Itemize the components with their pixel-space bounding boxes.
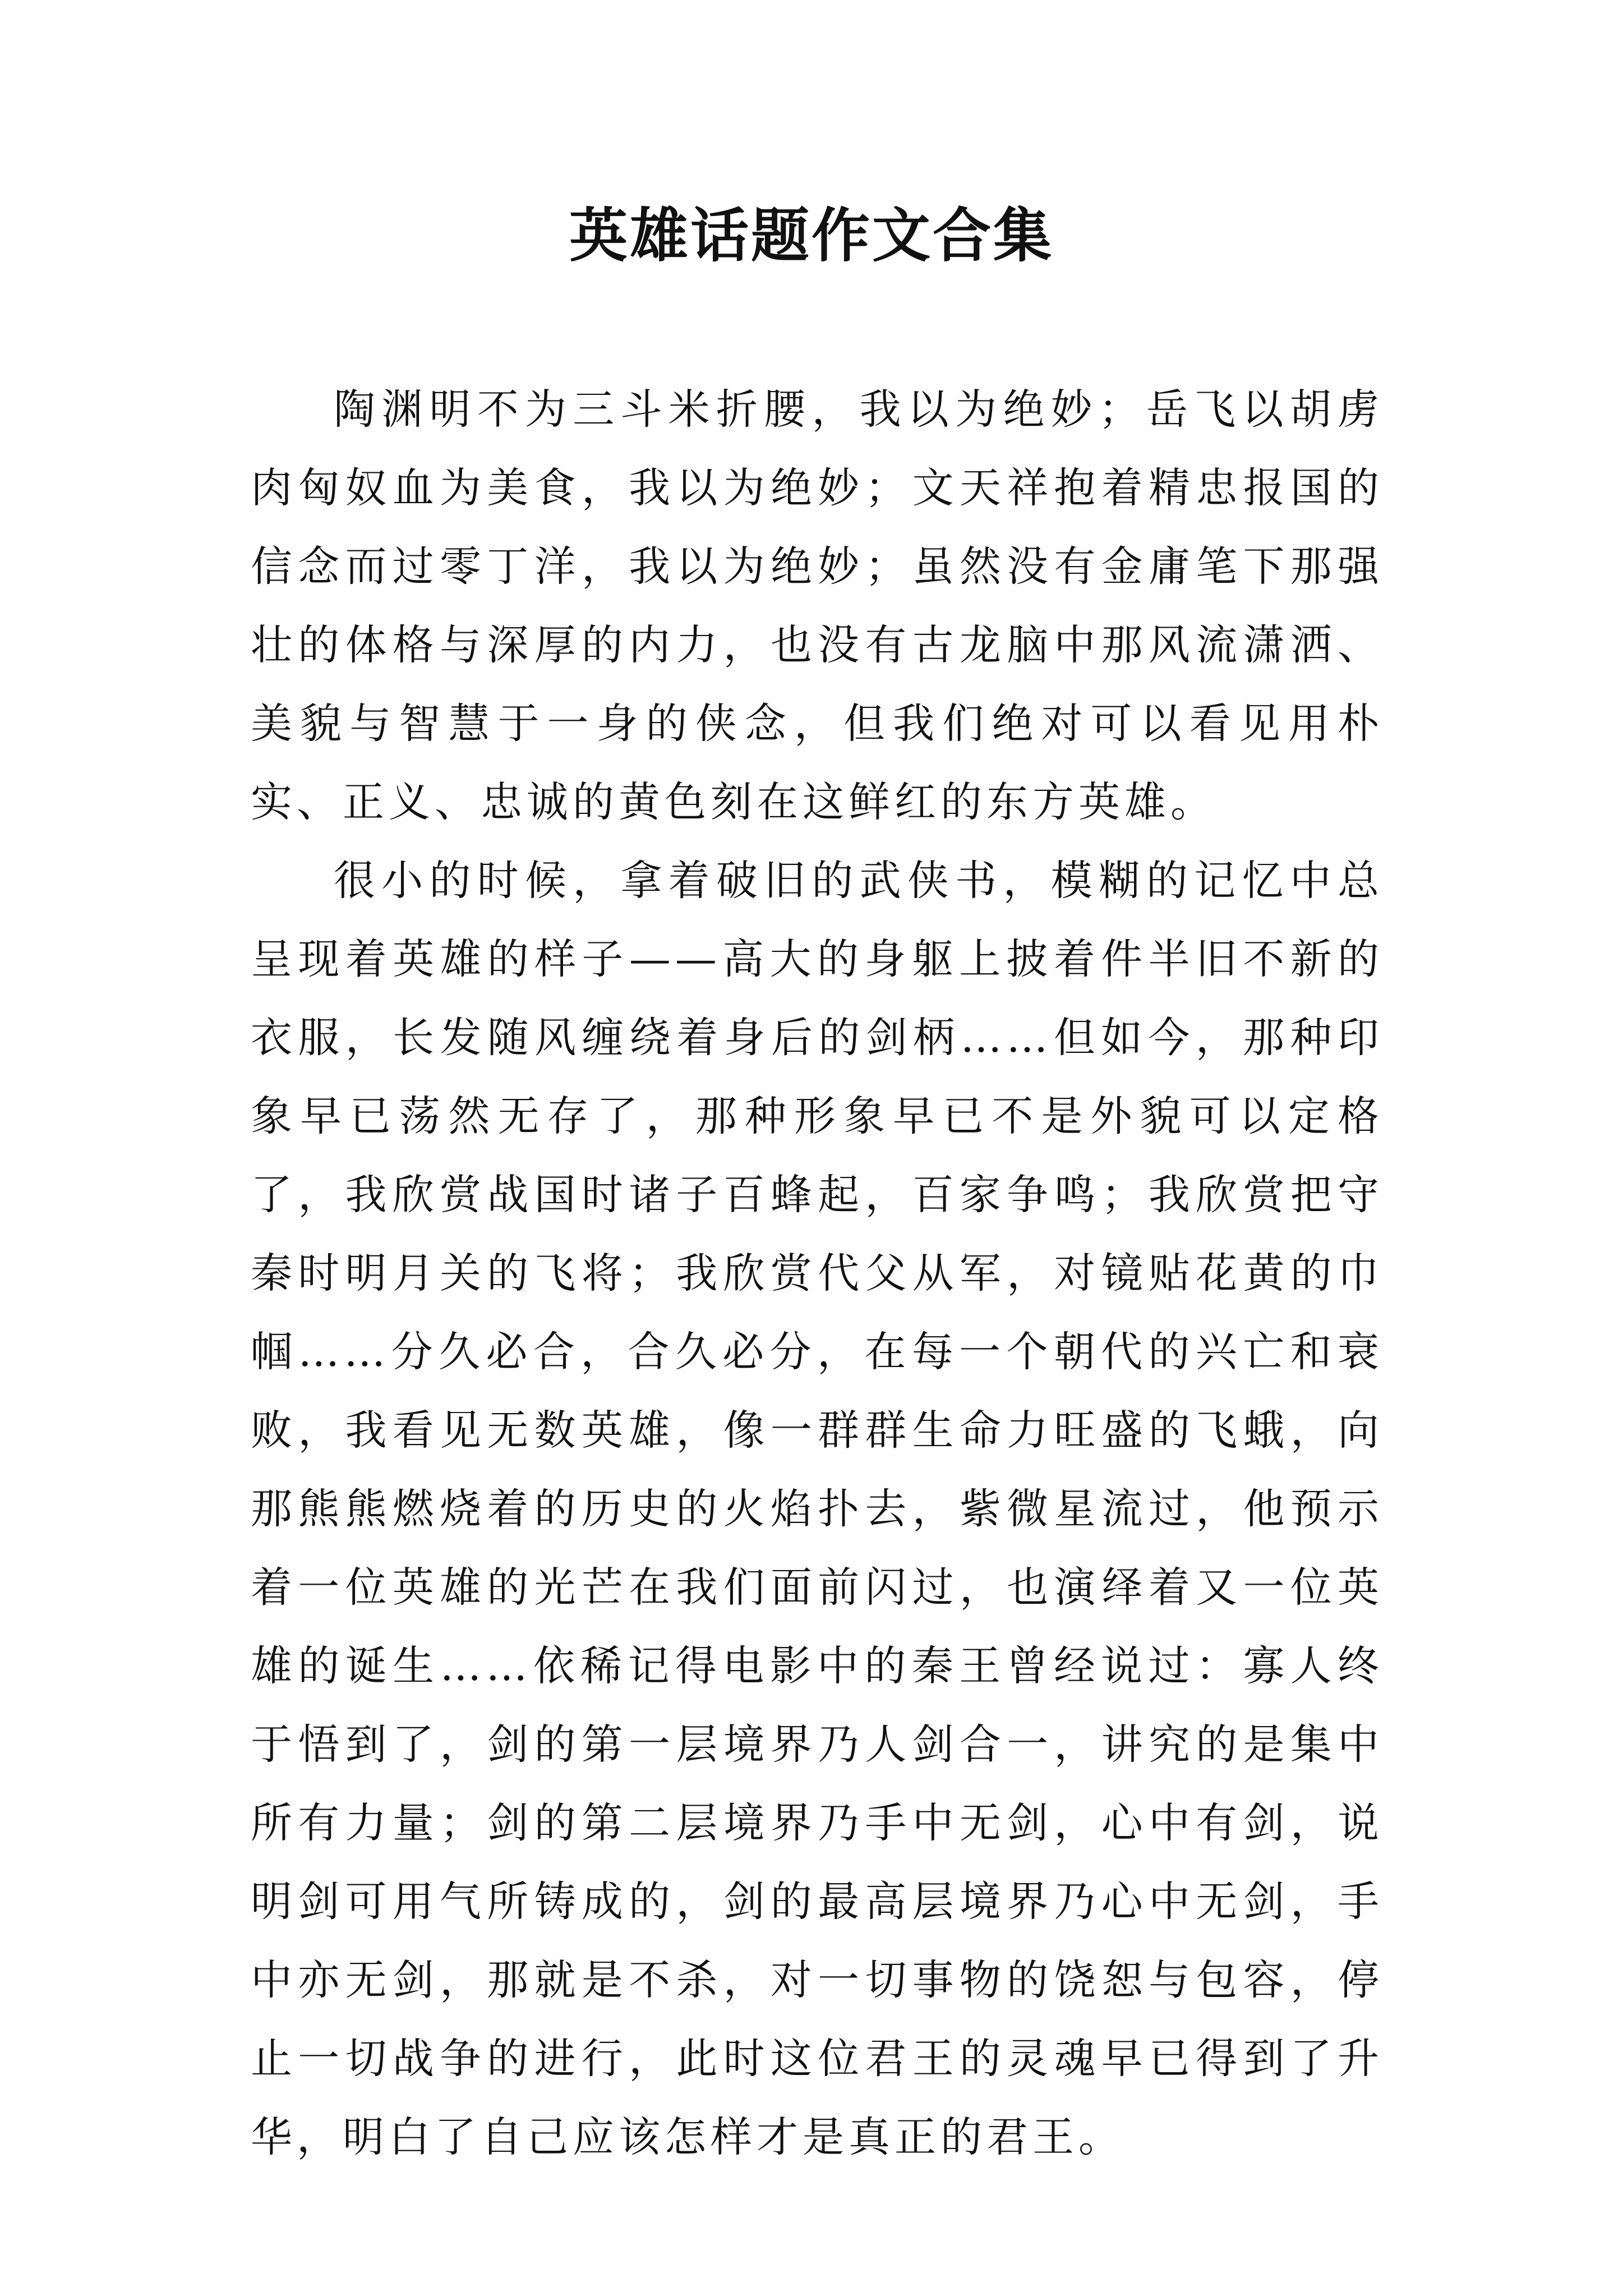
paragraph-1: 陶渊明不为三斗米折腰，我以为绝妙；岳飞以胡虏肉匈奴血为美食，我以为绝妙；文天祥抱着精忠报国的信念而过零丁洋，我以为绝妙；虽然没有金庸笔下那强壮的体格与深厚的内力，也没有古龙脑中那风流潇洒、美貌与智慧于一身的侠念，但我们绝对可以看见用朴实、正义、忠诚的黄色刻在这鲜红的东方英雄。 [251, 385, 1384, 826]
article-body [251, 370, 1384, 2177]
paragraph-2: 很小的时候，拿着破旧的武侠书，模糊的记忆中总呈现着英雄的样子——高大的身躯上披着件半旧不新的衣服，长发随风缠绕着身后的剑柄……但如今，那种印象早已荡然无存了，那种形象早已不是外貌可以定格了，我欣赏战国时诸子百蜂起，百家争鸣；我欣赏把守秦时明月关的飞将；我欣赏代父从军，对镜贴花黄的巾帼……分久必合，合久必分，在每一个朝代的兴亡和衰败，我看见无数英雄，像一群群生命力旺盛的飞蛾，向那熊熊燃烧着的历史的火焰扑去，紫微星流过，他预示着一位英雄的光芒在我们面前闪过，也演绎着又一位英雄的诞生……依稀记得电影中的秦王曾经说过：寡人终于悟到了，剑的第一层境界乃人剑合一，讲究的是集中所有力量；剑的第二层境界乃手中无剑，心中有剑，说明剑可用气所铸成的，剑的最高层境界乃心中无剑，手中亦无剑，那就是不杀，对一切事物的饶恕与包容，停止一切战争的进行，此时这位君王的灵魂早已得到了升华，明白了自己应该怎样才是真正的君王。 [251, 857, 1384, 2161]
page-title: 英雄话题作文合集 [569, 201, 1054, 270]
